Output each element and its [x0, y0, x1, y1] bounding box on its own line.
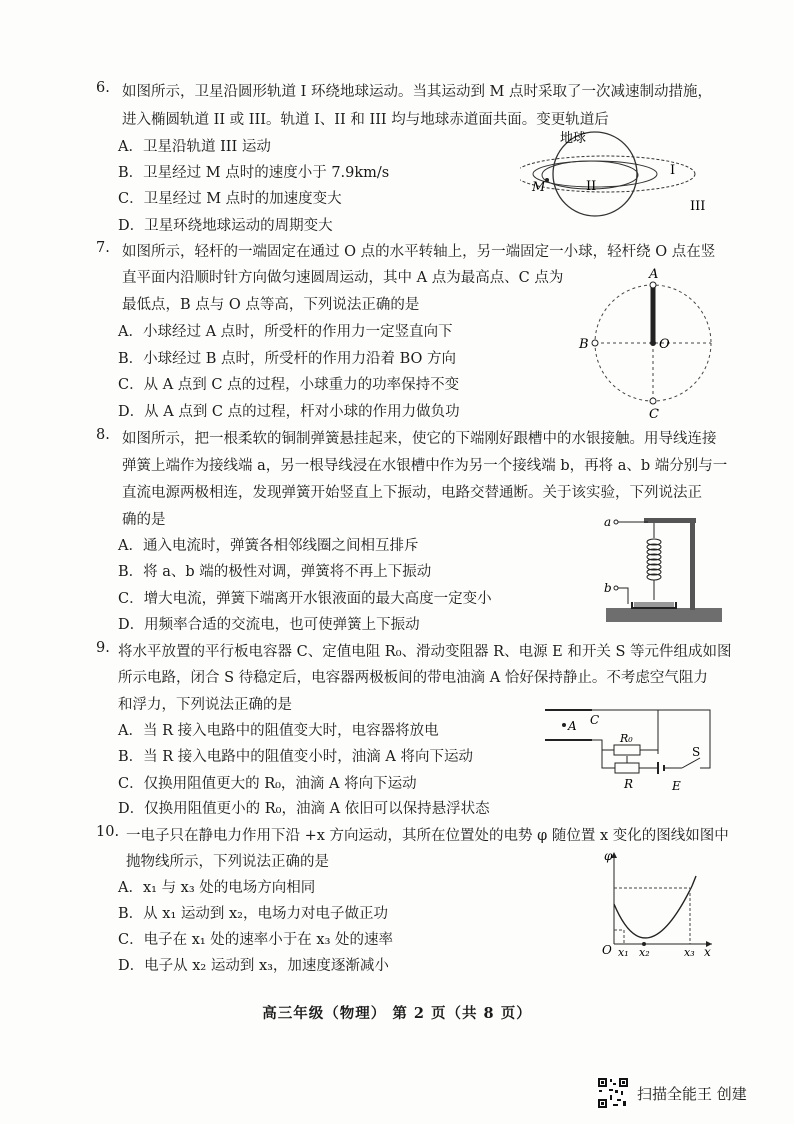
q10-option-b: B．从 x₁ 运动到 x₂，电场力对电子做正功 [118, 906, 388, 922]
label-c: C [590, 713, 600, 727]
potential-curve-end [692, 876, 696, 886]
label-m: M [532, 180, 546, 195]
q10-potential-graph [600, 848, 718, 960]
q9-option-b: B．当 R 接入电路中的阻值变小时，油滴 A 将向下运动 [118, 749, 473, 765]
q7-option-a: A．小球经过 A 点时，所受杆的作用力一定竖直向下 [118, 324, 453, 340]
label-x1: x₁ [618, 946, 629, 959]
terminal-a [614, 520, 618, 524]
q9-option-d: D．仅换用阻值更小的 R₀，油滴 A 依旧可以保持悬浮状态 [118, 801, 490, 817]
q9-stem-line-2: 所示电路，闭合 S 待稳定后，电容器两极板间的带电油滴 A 恰好保持静止。不考虑空气阻力 [118, 670, 708, 686]
q8-option-c: C．增大电流，弹簧下端离开水银液面的最大高度一定变小 [118, 591, 492, 607]
q6-orbit-figure [520, 128, 720, 218]
switch-s [682, 758, 700, 768]
q10-stem-line-2: 抛物线所示，下列说法正确的是 [126, 854, 329, 870]
page-footer: 高三年级（物理） 第 2 页（共 8 页） [262, 1005, 532, 1022]
q8-option-d: D．用频率合适的交流电，也可使弹簧上下振动 [118, 617, 420, 633]
label-ii: II [586, 179, 597, 194]
label-e: E [672, 779, 681, 793]
q8-stem-line-2: 弹簧上端作为接线端 a，另一根导线浸在水银槽中作为另一个接线端 b，再将 a、b 端分别与一 [122, 458, 728, 474]
label-c: C [649, 407, 659, 422]
q7-option-d: D．从 A 点到 C 点的过程，杆对小球的作用力做负功 [118, 404, 460, 420]
q7-number: 7. [96, 240, 110, 256]
q6-option-a: A．卫星沿轨道 III 运动 [118, 139, 271, 155]
potential-curve [614, 886, 692, 938]
spring-coil [647, 539, 661, 580]
label-o: O [602, 943, 612, 957]
label-iii: III [690, 199, 706, 214]
stand-arm [644, 518, 696, 523]
q6-option-d: D．卫星环绕地球运动的周期变大 [118, 218, 333, 234]
q8-option-a: A．通入电流时，弹簧各相邻线圈之间相互排斥 [118, 538, 419, 554]
wire-left [592, 740, 615, 768]
q8-stem-line-4: 确的是 [122, 512, 166, 528]
q7-stem-line-2: 直平面内沿顺时针方向做匀速圆周运动，其中 A 点为最高点、C 点为 [122, 270, 564, 286]
q9-circuit-figure [540, 694, 720, 794]
q6-number: 6. [96, 80, 110, 96]
resistor-r0 [614, 745, 640, 755]
label-a: A [649, 268, 659, 282]
label-a: A [568, 719, 577, 733]
q7-stem-line-1: 如图所示，轻杆的一端固定在通过 O 点的水平转轴上，另一端固定一小球，轻杆绕 O 点在竖 [122, 244, 716, 260]
q8-spring-figure [604, 508, 724, 624]
terminal-b [614, 586, 618, 590]
q7-circle-figure [575, 268, 725, 423]
q6-stem-line-1: 如图所示，卫星沿圆形轨道 I 环绕地球运动。当其运动到 M 点时采取了一次减速制动措施， [122, 84, 713, 100]
q6-option-c: C．卫星经过 M 点时的加速度变大 [118, 191, 342, 207]
label-x: x [704, 945, 711, 959]
point-a [650, 282, 656, 288]
label-s: S [692, 745, 701, 759]
q6-option-b: B．卫星经过 M 点时的速度小于 7.9km/s [118, 165, 390, 181]
oil-drop [562, 723, 566, 727]
q9-option-a: A．当 R 接入电路中的阻值变大时，电容器将放电 [118, 723, 439, 739]
qr-code-icon [597, 1077, 629, 1109]
label-earth: 地球 [560, 131, 587, 146]
scanner-label: 扫描全能王 创建 [637, 1084, 747, 1103]
q9-stem-line-1: 将水平放置的平行板电容器 C、定值电阻 R₀、滑动变阻器 R、电源 E 和开关 S 等元件组成如图 [118, 644, 732, 660]
rheostat-r [615, 763, 639, 773]
label-a: a [604, 515, 612, 529]
label-b: b [604, 581, 612, 595]
q6-stem-line-2: 进入椭圆轨道 II 或 III。轨道 I、II 和 III 均与地球赤道面共面。变更轨道后 [122, 112, 609, 128]
label-i: I [670, 163, 676, 178]
label-r0: R₀ [620, 732, 633, 745]
point-o [650, 340, 656, 346]
wire-b [618, 588, 628, 604]
q8-stem-line-1: 如图所示，把一根柔软的铜制弹簧悬挂起来，使它的下端刚好跟槽中的水银接触。用导线连接 [122, 431, 717, 447]
stand-pole [690, 518, 695, 610]
q7-option-c: C．从 A 点到 C 点的过程，小球重力的功率保持不变 [118, 377, 460, 393]
q9-option-c: C．仅换用阻值更大的 R₀，油滴 A 将向下运动 [118, 776, 417, 792]
q8-option-b: B．将 a、b 端的极性对调，弹簧将不再上下振动 [118, 564, 432, 580]
point-c [650, 398, 656, 404]
q9-stem-line-3: 和浮力，下列说法正确的是 [118, 697, 292, 713]
q7-option-b: B．小球经过 B 点时，所受杆的作用力沿着 BO 方向 [118, 351, 457, 367]
label-o: O [659, 337, 670, 352]
q10-option-a: A．x₁ 与 x₃ 处的电场方向相同 [118, 880, 316, 896]
q8-stem-line-3: 直流电源两极相连，发现弹簧开始竖直上下振动，电路交替通断。关于该实验，下列说法正 [122, 485, 702, 501]
wire-right [658, 710, 710, 768]
point-b [592, 340, 598, 346]
q7-stem-line-3: 最低点，B 点与 O 点等高，下列说法正确的是 [122, 297, 420, 313]
q10-number: 10. [96, 824, 120, 840]
point-m [545, 178, 549, 182]
label-r: R [624, 777, 634, 791]
label-x3: x₃ [684, 946, 695, 959]
scanner-watermark [597, 1077, 747, 1109]
q10-option-d: D．电子从 x₂ 运动到 x₃，加速度逐渐减小 [118, 958, 389, 974]
mercury [634, 602, 674, 607]
label-phi: φ [604, 849, 613, 863]
base [606, 608, 722, 622]
label-b: B [579, 337, 589, 352]
q9-number: 9. [96, 640, 110, 656]
q8-number: 8. [96, 427, 110, 443]
q10-stem-line-1: 一电子只在静电力作用下沿 +x 方向运动，其所在位置处的电势 φ 随位置 x 变化的图线如图中 [126, 828, 729, 844]
label-x2: x₂ [639, 946, 650, 959]
q10-option-c: C．电子在 x₁ 处的速率小于在 x₃ 处的速率 [118, 932, 394, 948]
